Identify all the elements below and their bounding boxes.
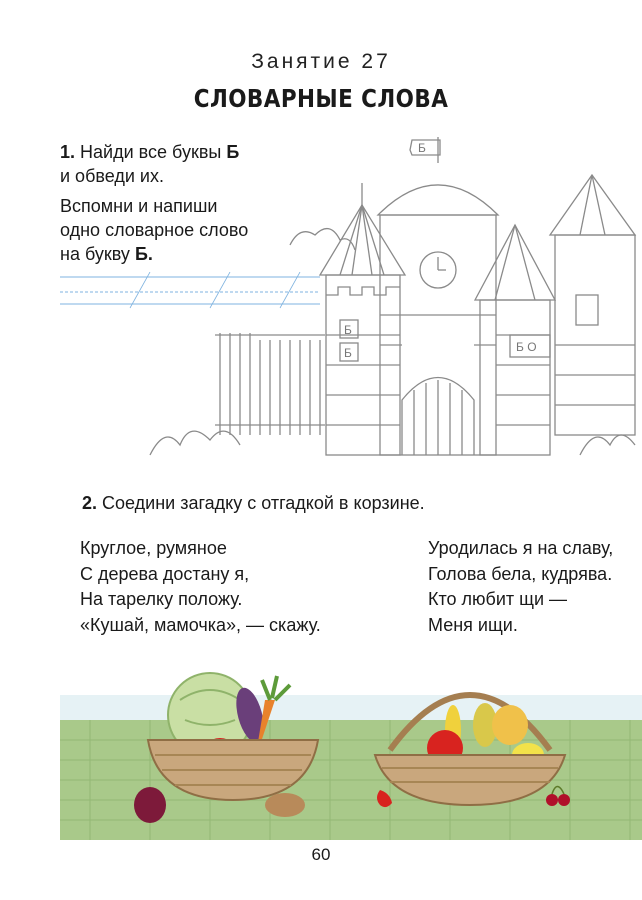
riddle-line: Кто любит щи — (428, 589, 568, 609)
task-1-line-2: и обведи их. (60, 166, 164, 186)
baskets-scene (60, 660, 642, 840)
riddle-line: Уродилась я на славу, (428, 538, 614, 558)
far-right-tower-roof (550, 175, 635, 235)
riddle-line: На тарелку положу. (80, 589, 243, 609)
window-letter-1: Б (344, 323, 352, 337)
task-1-letter-2: Б. (134, 244, 153, 264)
riddle-apple (80, 536, 321, 638)
tower-window (576, 295, 598, 325)
task-1-line-3: Вспомни и напиши (60, 196, 218, 216)
window-letters-bo: Б О (516, 340, 537, 354)
task-1-line-4: одно словарное слово (60, 220, 249, 240)
task-1-text-5: на букву (60, 244, 130, 264)
riddle-line: Круглое, румяное (80, 538, 227, 558)
riddle-line: «Кушай, мамочка», — скажу. (80, 614, 321, 635)
riddle-line: Голова бела, кудрява. (428, 563, 613, 584)
page-number: 60 (311, 845, 331, 864)
potato (265, 793, 305, 817)
right-tower-roof (475, 225, 555, 300)
castle-illustration (140, 135, 642, 470)
bush-left (150, 431, 240, 455)
riddle-cabbage (428, 536, 613, 638)
task-2-number: 2. (82, 493, 98, 513)
task-2 (82, 493, 425, 514)
peach (492, 705, 528, 745)
riddle-line: С дерева достану я, (80, 563, 250, 584)
lesson-heading: Занятие 27 (251, 50, 391, 73)
task-1-text-1: Найди все буквы (80, 142, 222, 162)
riddle-line: Меня ищи. (428, 614, 518, 635)
cherry (546, 794, 558, 806)
task-1-number: 1. (60, 142, 76, 162)
task-1-letter: Б (226, 142, 240, 162)
bush-right (580, 435, 635, 455)
center-dome (378, 185, 498, 215)
flag-letter: Б (418, 141, 426, 155)
window-letter-2: Б (344, 346, 352, 360)
gate-fence (215, 333, 325, 435)
beet (134, 787, 166, 823)
task-2-text: Соедини загадку с отгадкой в корзине. (102, 493, 425, 513)
page-title: СЛОВАРНЫЕ СЛОВА (193, 84, 449, 113)
